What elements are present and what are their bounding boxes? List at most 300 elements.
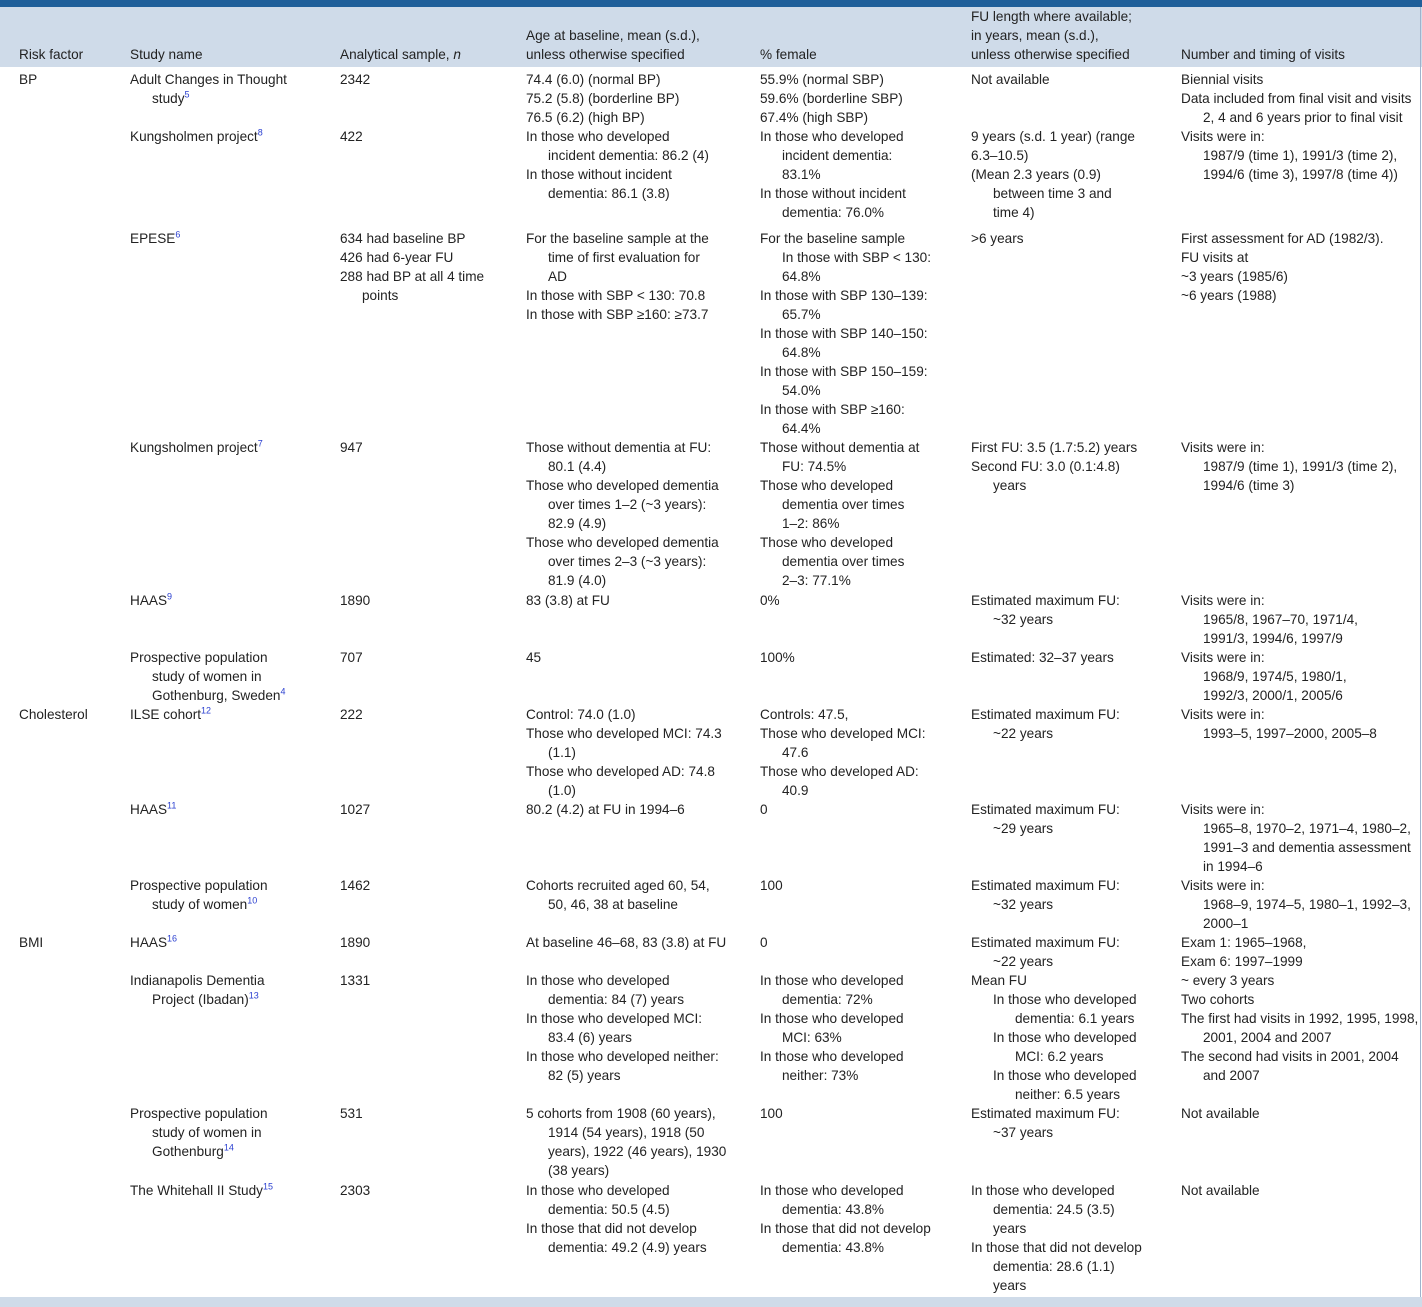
cell-line — [760, 1104, 783, 1123]
cell-text: 64.4% — [782, 421, 821, 436]
cell-text: between time 3 and — [993, 186, 1112, 201]
cell-text: Visits were in: — [1181, 707, 1265, 722]
cell-text: dementia: 50.5 (4.5) — [548, 1202, 670, 1217]
cell-study — [130, 229, 180, 248]
cell-line — [526, 184, 709, 203]
cell-line — [526, 591, 610, 610]
cell-text: 2000–1 — [1203, 916, 1249, 931]
cell-line — [760, 146, 906, 165]
cell-text: incident dementia: 86.2 (4) — [548, 148, 709, 163]
cell-text: In those that did not develop — [526, 1221, 697, 1236]
cell-line — [526, 305, 709, 324]
cell-line — [1181, 1181, 1260, 1200]
cell-text: 1462 — [340, 878, 371, 893]
cell-text: Gothenburg, Sweden — [152, 688, 281, 703]
reference-superscript[interactable]: 4 — [280, 686, 286, 697]
cell-line — [971, 1238, 1142, 1257]
reference-superscript[interactable]: 13 — [248, 990, 259, 1001]
cell-sample — [340, 591, 370, 610]
risk-factor-label: BMI — [19, 935, 44, 950]
cell-line — [971, 876, 1120, 895]
cell-age — [526, 1104, 726, 1180]
cell-fu — [971, 800, 1120, 838]
cell-female — [760, 1181, 931, 1257]
cell-text: dementia: 43.8% — [782, 1202, 885, 1217]
cell-text: Kungsholmen project — [130, 440, 258, 455]
cell-text: 2–3: 77.1% — [782, 573, 851, 588]
cell-female — [760, 591, 780, 610]
cell-text: Biennial visits — [1181, 72, 1264, 87]
cell-line — [1181, 146, 1398, 165]
cell-text: In those who developed MCI: — [526, 1011, 703, 1026]
cell-risk — [19, 933, 43, 952]
cell-line — [1181, 724, 1377, 743]
cell-text: 426 had 6-year FU — [340, 250, 454, 265]
cell-text: In those who developed — [760, 1011, 904, 1026]
cell-text: 82.9 (4.9) — [548, 516, 607, 531]
cell-visits — [1181, 971, 1418, 1085]
cell-sample — [340, 1181, 370, 1200]
cell-text: Estimated maximum FU: — [971, 878, 1120, 893]
cell-line — [1181, 591, 1358, 610]
cell-text: Those who developed dementia — [526, 478, 719, 493]
cell-text: Not available — [1181, 1106, 1260, 1121]
cell-female — [760, 705, 925, 800]
cell-line — [340, 1181, 370, 1200]
cell-fu — [971, 438, 1137, 495]
reference-superscript[interactable]: 16 — [167, 933, 178, 944]
cell-line — [340, 933, 370, 952]
cell-line — [130, 1123, 268, 1142]
cell-text: Gothenburg — [152, 1144, 224, 1159]
reference-superscript[interactable]: 8 — [257, 127, 263, 138]
cell-line — [1181, 914, 1411, 933]
cell-text: 1331 — [340, 973, 371, 988]
cell-text: In those who developed — [760, 973, 904, 988]
cell-line — [760, 438, 919, 457]
cell-line — [760, 70, 903, 89]
cell-text: Not available — [1181, 1183, 1260, 1198]
table-bottom-rule — [0, 1297, 1422, 1307]
cell-study — [130, 933, 177, 952]
cell-text: dementia: 76.0% — [782, 205, 885, 220]
cell-line — [971, 127, 1135, 146]
cell-visits — [1181, 800, 1411, 876]
cell-sample — [340, 648, 363, 667]
cell-text: 50, 46, 38 at baseline — [548, 897, 678, 912]
cell-line — [130, 667, 286, 686]
cell-line — [526, 648, 541, 667]
cell-line — [130, 70, 287, 89]
cell-line — [526, 1104, 726, 1123]
cell-text: study — [152, 91, 185, 106]
cell-line — [760, 184, 906, 203]
cell-line — [526, 1219, 707, 1238]
cell-study — [130, 438, 263, 457]
cell-line — [971, 990, 1137, 1009]
cell-line — [1181, 800, 1411, 819]
cell-line — [340, 876, 370, 895]
cell-line — [760, 476, 919, 495]
cell-text: In those that did not develop — [971, 1240, 1142, 1255]
cell-text: In those who developed neither: — [526, 1049, 719, 1064]
cell-line — [340, 286, 484, 305]
cell-line — [1181, 248, 1383, 267]
cell-text: Visits were in: — [1181, 878, 1265, 893]
cell-text: 707 — [340, 650, 363, 665]
cell-age — [526, 971, 719, 1085]
cell-line — [760, 971, 904, 990]
reference-superscript[interactable]: 9 — [167, 591, 173, 602]
cell-line — [340, 591, 370, 610]
cell-study — [130, 1104, 268, 1161]
cell-line — [526, 1238, 707, 1257]
cell-text: incident dementia: — [782, 148, 893, 163]
reference-superscript[interactable]: 10 — [247, 895, 258, 906]
cell-study — [130, 876, 268, 914]
cell-female — [760, 933, 768, 952]
cell-text: Those who developed — [760, 478, 894, 493]
cell-text: 1991/3, 1994/6, 1997/9 — [1203, 631, 1343, 646]
cell-line — [760, 400, 931, 419]
cell-line — [760, 495, 919, 514]
cell-text: Those who developed AD: — [760, 764, 919, 779]
cell-text: Data included from final visit and visits — [1181, 91, 1412, 106]
cell-line — [760, 108, 903, 127]
cell-line — [526, 514, 719, 533]
cell-text: 5 cohorts from 1908 (60 years), — [526, 1106, 716, 1121]
cell-text: Those who developed AD: 74.8 — [526, 764, 715, 779]
cell-line — [971, 591, 1120, 610]
risk-factor-label: BP — [19, 72, 38, 87]
cell-line — [526, 1009, 719, 1028]
cell-female — [760, 229, 931, 438]
cell-text: Visits were in: — [1181, 802, 1265, 817]
cell-text: Cohorts recruited aged 60, 54, — [526, 878, 710, 893]
cell-text: 6.3–10.5) — [971, 148, 1029, 163]
cell-line — [971, 70, 1050, 89]
cell-line — [1181, 667, 1347, 686]
cell-age — [526, 127, 709, 203]
cell-line — [340, 971, 370, 990]
reference-superscript[interactable]: 12 — [201, 705, 212, 716]
cell-visits — [1181, 876, 1411, 933]
cell-line — [1181, 895, 1411, 914]
cell-female — [760, 876, 783, 895]
cell-fu — [971, 1181, 1142, 1295]
cell-text: Control: 74.0 (1.0) — [526, 707, 636, 722]
cell-line — [526, 1123, 726, 1142]
cell-text: 83.1% — [782, 167, 821, 182]
cell-text: Controls: 47.5, — [760, 707, 849, 722]
cell-text: study of women in — [152, 1125, 262, 1140]
cell-line — [971, 800, 1120, 819]
reference-superscript[interactable]: 11 — [167, 800, 177, 811]
header-risk-factor: Risk factor — [19, 47, 84, 62]
cell-sample — [340, 933, 370, 952]
cell-text: dementia: 43.8% — [782, 1240, 885, 1255]
cell-text: Estimated maximum FU: — [971, 593, 1120, 608]
cell-visits — [1181, 229, 1383, 305]
cell-text: 47.6 — [782, 745, 809, 760]
cell-line — [971, 1047, 1137, 1066]
cell-line — [971, 457, 1137, 476]
cell-line — [526, 89, 679, 108]
table-header — [0, 7, 1422, 67]
cell-text: In those who developed — [526, 1183, 670, 1198]
cell-fu — [971, 705, 1120, 743]
cell-text: 2303 — [340, 1183, 371, 1198]
cell-text: Visits were in: — [1181, 440, 1265, 455]
cell-text: (1.0) — [548, 783, 576, 798]
cell-line — [1181, 610, 1358, 629]
cell-sample — [340, 127, 363, 146]
cell-text: 531 — [340, 1106, 363, 1121]
cell-text: 64.8% — [782, 269, 821, 284]
cell-line — [1181, 108, 1411, 127]
cell-line — [130, 876, 268, 895]
cell-text: ~37 years — [993, 1125, 1054, 1140]
cell-study — [130, 971, 265, 1009]
header-fu-length: FU length where available; in years, mean (s.d.), unless otherwise specified — [971, 9, 1132, 62]
cell-fu — [971, 876, 1120, 914]
cell-line — [130, 127, 263, 146]
cell-line — [130, 971, 265, 990]
cell-line — [526, 876, 710, 895]
cell-age — [526, 1181, 707, 1257]
cell-text: FU visits at — [1181, 250, 1249, 265]
cell-risk — [19, 705, 88, 724]
cell-text: The first had visits in 1992, 1995, 1998, — [1181, 1011, 1419, 1026]
reference-superscript[interactable]: 14 — [223, 1142, 234, 1153]
table-body — [0, 67, 1422, 1307]
cell-text: study of women — [152, 897, 248, 912]
cell-line — [971, 971, 1137, 990]
cell-sample — [340, 971, 370, 990]
cell-line — [526, 229, 709, 248]
cell-line — [1181, 1047, 1418, 1066]
cell-text: 634 had baseline BP — [340, 231, 466, 246]
header-analytical-sample: Analytical sample, n — [340, 47, 461, 62]
cell-text: 75.2 (5.8) (borderline BP) — [526, 91, 680, 106]
cell-line — [526, 571, 719, 590]
cell-text: Those who developed MCI: 74.3 — [526, 726, 722, 741]
cell-line — [526, 267, 709, 286]
cell-text: Estimated maximum FU: — [971, 1106, 1120, 1121]
cell-text: First assessment for AD (1982/3). — [1181, 231, 1384, 246]
cell-line — [971, 952, 1120, 971]
cell-text: Kungsholmen project — [130, 129, 258, 144]
cell-text: 0 — [760, 802, 768, 817]
cell-text: 1965–8, 1970–2, 1971–4, 1980–2, — [1203, 821, 1411, 836]
cell-line — [526, 248, 709, 267]
cell-text: 1994/6 (time 3), 1997/8 (time 4)) — [1203, 167, 1398, 182]
cell-text: (Mean 2.3 years (0.9) — [971, 167, 1101, 182]
cell-line — [526, 108, 679, 127]
cell-line — [760, 1009, 904, 1028]
cell-line — [1181, 952, 1306, 971]
cell-line — [760, 1066, 904, 1085]
cell-text: Those without dementia at — [760, 440, 920, 455]
cell-text: dementia: 86.1 (3.8) — [548, 186, 670, 201]
cell-text: time of first evaluation for — [548, 250, 700, 265]
cell-text: ~22 years — [993, 726, 1054, 741]
cell-text: 64.8% — [782, 345, 821, 360]
cell-line — [1181, 267, 1383, 286]
cell-line — [526, 476, 719, 495]
cell-text: 1890 — [340, 935, 371, 950]
cell-line — [526, 1142, 726, 1161]
cell-line — [760, 1200, 931, 1219]
cell-text: 288 had BP at all 4 time — [340, 269, 485, 284]
cell-text: 83.4 (6) years — [548, 1030, 632, 1045]
cell-fu — [971, 70, 1050, 89]
cell-line — [526, 971, 719, 990]
cell-line — [971, 203, 1135, 222]
cell-line — [1181, 629, 1358, 648]
cell-sample — [340, 70, 370, 89]
cell-line — [760, 229, 931, 248]
cell-text: In those who developed — [993, 992, 1137, 1007]
cell-female — [760, 800, 768, 819]
cell-line — [760, 762, 925, 781]
cell-text: Two cohorts — [1181, 992, 1255, 1007]
cell-line — [1181, 1066, 1418, 1085]
cell-female — [760, 971, 904, 1085]
cell-age — [526, 438, 719, 590]
cell-text: In those who developed — [760, 129, 904, 144]
cell-line — [971, 819, 1120, 838]
cell-line — [130, 89, 287, 108]
cell-line — [526, 743, 722, 762]
cell-line — [1181, 1028, 1418, 1047]
cell-text: Those who developed dementia — [526, 535, 719, 550]
cell-text: For the baseline sample at the — [526, 231, 709, 246]
cell-line — [1181, 705, 1377, 724]
cell-line — [971, 1181, 1142, 1200]
cell-text: ~ every 3 years — [1181, 973, 1275, 988]
cell-text: Visits were in: — [1181, 593, 1265, 608]
reference-superscript[interactable]: 7 — [257, 438, 263, 449]
cell-age — [526, 933, 726, 952]
cell-text: ~29 years — [993, 821, 1054, 836]
cell-line — [340, 70, 370, 89]
cell-line — [526, 762, 722, 781]
cell-line — [760, 800, 768, 819]
cell-line — [526, 127, 709, 146]
cell-text: dementia over times — [782, 497, 905, 512]
cell-line — [526, 895, 710, 914]
cell-text: 9 years (s.d. 1 year) (range — [971, 129, 1135, 144]
cell-line — [760, 89, 903, 108]
cell-line — [526, 800, 685, 819]
cell-line — [130, 933, 177, 952]
cell-text: HAAS — [130, 935, 168, 950]
reference-superscript[interactable]: 5 — [184, 89, 190, 100]
cell-line — [1181, 127, 1398, 146]
cell-text: In those who developed — [526, 129, 670, 144]
cell-age — [526, 229, 709, 324]
cell-text: ILSE cohort — [130, 707, 202, 722]
cell-line — [760, 457, 919, 476]
cell-text: ~6 years (1988) — [1181, 288, 1277, 303]
cell-line — [340, 438, 363, 457]
cell-text: Those without dementia at FU: — [526, 440, 712, 455]
cell-text: Estimated maximum FU: — [971, 707, 1120, 722]
cell-fu — [971, 229, 1024, 248]
cell-sample — [340, 876, 370, 895]
cell-text: 1987/9 (time 1), 1991/3 (time 2), — [1203, 459, 1398, 474]
cell-line — [760, 362, 931, 381]
reference-superscript[interactable]: 15 — [262, 1181, 273, 1192]
risk-factor-label: Cholesterol — [19, 707, 88, 722]
cell-line — [526, 533, 719, 552]
cell-text: (38 years) — [548, 1163, 610, 1178]
cell-age — [526, 876, 710, 914]
cell-line — [760, 286, 931, 305]
cell-text: At baseline 46–68, 83 (3.8) at FU — [526, 935, 727, 950]
cell-text: In those with SBP ≥160: — [760, 402, 905, 417]
cell-line — [1181, 686, 1347, 705]
cell-text: in 1994–6 — [1203, 859, 1263, 874]
cell-text: 76.5 (6.2) (high BP) — [526, 110, 645, 125]
cell-text: Estimated: 32–37 years — [971, 650, 1114, 665]
cell-text: In those who developed — [760, 1183, 904, 1198]
reference-superscript[interactable]: 6 — [175, 229, 181, 240]
cell-line — [526, 165, 709, 184]
cell-text: (1.1) — [548, 745, 576, 760]
cell-line — [130, 1181, 273, 1200]
cell-text: 82 (5) years — [548, 1068, 621, 1083]
cell-text: The Whitehall II Study — [130, 1183, 263, 1198]
cell-line — [1181, 933, 1306, 952]
cell-line — [971, 1200, 1142, 1219]
cell-text: 947 — [340, 440, 363, 455]
cell-line — [760, 781, 925, 800]
cell-line — [130, 686, 286, 705]
cell-line — [1181, 286, 1383, 305]
cell-text: In those that did not develop — [760, 1221, 931, 1236]
header-female: % female — [760, 47, 817, 62]
cell-text: years), 1922 (46 years), 1930 — [548, 1144, 727, 1159]
cell-line — [971, 705, 1120, 724]
cell-text: 100 — [760, 1106, 783, 1121]
cell-line — [760, 705, 925, 724]
cell-line — [1181, 1104, 1260, 1123]
cell-text: over times 2–3 (~3 years): — [548, 554, 707, 569]
cell-text: In those with SBP 140–150: — [760, 326, 928, 341]
cell-line — [130, 990, 265, 1009]
cell-text: years — [993, 1221, 1027, 1236]
cell-female — [760, 127, 906, 222]
cell-line — [760, 648, 795, 667]
cell-line — [1181, 476, 1397, 495]
cell-text: ~3 years (1985/6) — [1181, 269, 1288, 284]
cell-line — [760, 324, 931, 343]
cell-line — [760, 1219, 931, 1238]
cell-sample — [340, 438, 363, 457]
cell-text: dementia: 84 (7) years — [548, 992, 685, 1007]
cell-text: In those who developed — [971, 1183, 1115, 1198]
cell-line — [130, 648, 286, 667]
cell-text: Estimated maximum FU: — [971, 802, 1120, 817]
cell-risk — [19, 70, 37, 89]
cell-text: 1987/9 (time 1), 1991/3 (time 2), — [1203, 148, 1398, 163]
cell-text: 80.1 (4.4) — [548, 459, 607, 474]
cell-text: 1968–9, 1974–5, 1980–1, 1992–3, — [1203, 897, 1411, 912]
cell-text: 2342 — [340, 72, 371, 87]
cell-line — [1181, 438, 1397, 457]
